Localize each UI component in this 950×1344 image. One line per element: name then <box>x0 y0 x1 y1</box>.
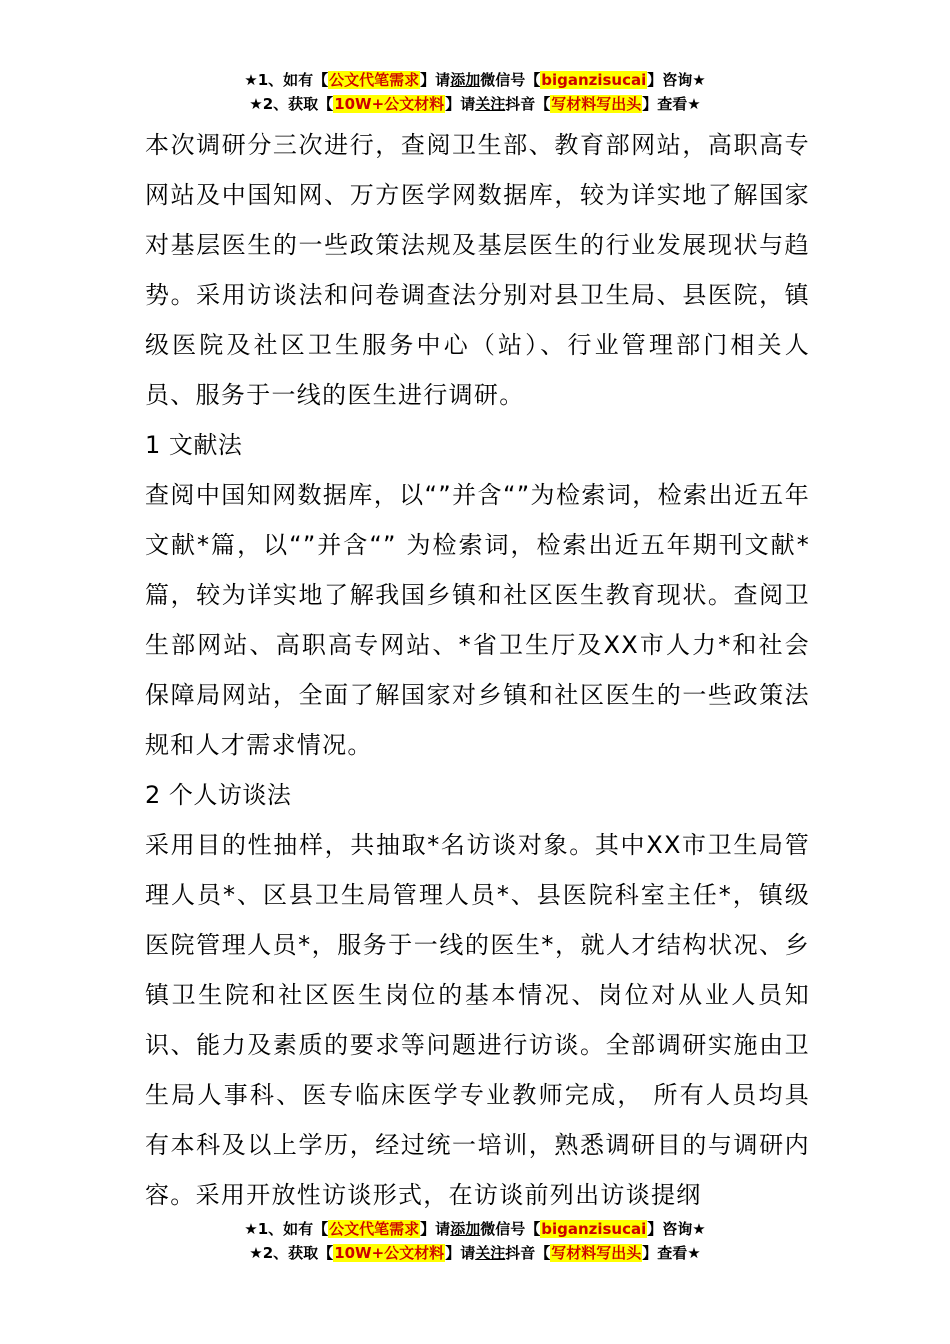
promo-highlight: 10W+公文材料 <box>334 1244 445 1262</box>
promo-text: 】请 <box>445 1244 476 1262</box>
promo-text: 微信号【 <box>480 1220 541 1238</box>
promo-underlined: 关注 <box>475 1244 506 1262</box>
promo-underlined: 关注 <box>475 95 506 113</box>
paragraph-survey-overview: 本次调研分三次进行，查阅卫生部、教育部网站，高职高专网站及中国知网、万方医学网数据库，较为详实地了解国家对基层医生的一些政策法规及基层医生的行业发展现状与趋势。采用访谈法和问卷调查法分别对县卫生局、县医院，镇级医院及社区卫生服务中心（站）、行业管理部门相关人员、服务于一线的医生进行调研。 <box>145 131 810 409</box>
promo-text: 抖音【 <box>505 95 551 113</box>
promo-text: 】查看★ <box>642 95 701 113</box>
promo-highlight: 公文代笔需求 <box>329 71 420 89</box>
promo-line-2 <box>0 1241 950 1265</box>
promo-text: 】请 <box>445 95 476 113</box>
promo-text: ★2、获取【 <box>249 1244 334 1262</box>
promo-text: ★2、获取【 <box>249 95 334 113</box>
promo-text: ★1、如有【 <box>244 71 329 89</box>
section-heading-interview: 2 个人访谈法 <box>145 781 292 809</box>
promo-banner-top <box>0 68 950 116</box>
promo-text: 】请 <box>420 71 451 89</box>
paragraph-literature-method: 查阅中国知网数据库，以“”并含“”为检索词，检索出近五年文献*篇，以“”并含“” 为检索词，检索出近五年期刊文献*篇，较为详实地了解我国乡镇和社区医生教育现状。查阅卫生部网站、高职高专网站、*省卫生厅及XX市人力*和社会保障局网站，全面了解国家对乡镇和社区医生的一些政策法规和人才需求情况。 <box>145 481 810 759</box>
promo-text: 抖音【 <box>505 1244 551 1262</box>
promo-text: ★1、如有【 <box>244 1220 329 1238</box>
promo-text: 】请 <box>420 1220 451 1238</box>
promo-underlined: 添加 <box>450 71 481 89</box>
promo-line-1 <box>0 68 950 92</box>
promo-text: 】咨询★ <box>647 1220 706 1238</box>
promo-highlight: 写材料写出头 <box>551 95 642 113</box>
promo-text: 】查看★ <box>642 1244 701 1262</box>
promo-highlight: 写材料写出头 <box>551 1244 642 1262</box>
promo-highlight: 公文代笔需求 <box>329 1220 420 1238</box>
promo-line-1 <box>0 1217 950 1241</box>
paragraph-interview-method: 采用目的性抽样，共抽取*名访谈对象。其中XX市卫生局管理人员*、区县卫生局管理人员*、县医院科室主任*，镇级医院管理人员*，服务于一线的医生*，就人才结构状况、乡镇卫生院和社区医生岗位的基本情况、岗位对从业人员知识、能力及素质的要求等问题进行访谈。全部调研实施由卫生局人事科、医专临床医学专业教师完成， 所有人员均具有本科及以上学历，经过统一培训，熟悉调研目的与调研内容。采用开放性访谈形式，在访谈前列出访谈提纲 <box>145 831 810 1209</box>
promo-highlight: 10W+公文材料 <box>334 95 445 113</box>
document-body <box>145 120 810 1220</box>
promo-banner-bottom <box>0 1217 950 1265</box>
promo-text: 】咨询★ <box>647 71 706 89</box>
promo-highlight: biganzisucai <box>541 71 647 89</box>
section-heading-literature: 1 文献法 <box>145 431 243 459</box>
promo-underlined: 添加 <box>450 1220 481 1238</box>
promo-text: 微信号【 <box>480 71 541 89</box>
promo-highlight: biganzisucai <box>541 1220 647 1238</box>
promo-line-2 <box>0 92 950 116</box>
